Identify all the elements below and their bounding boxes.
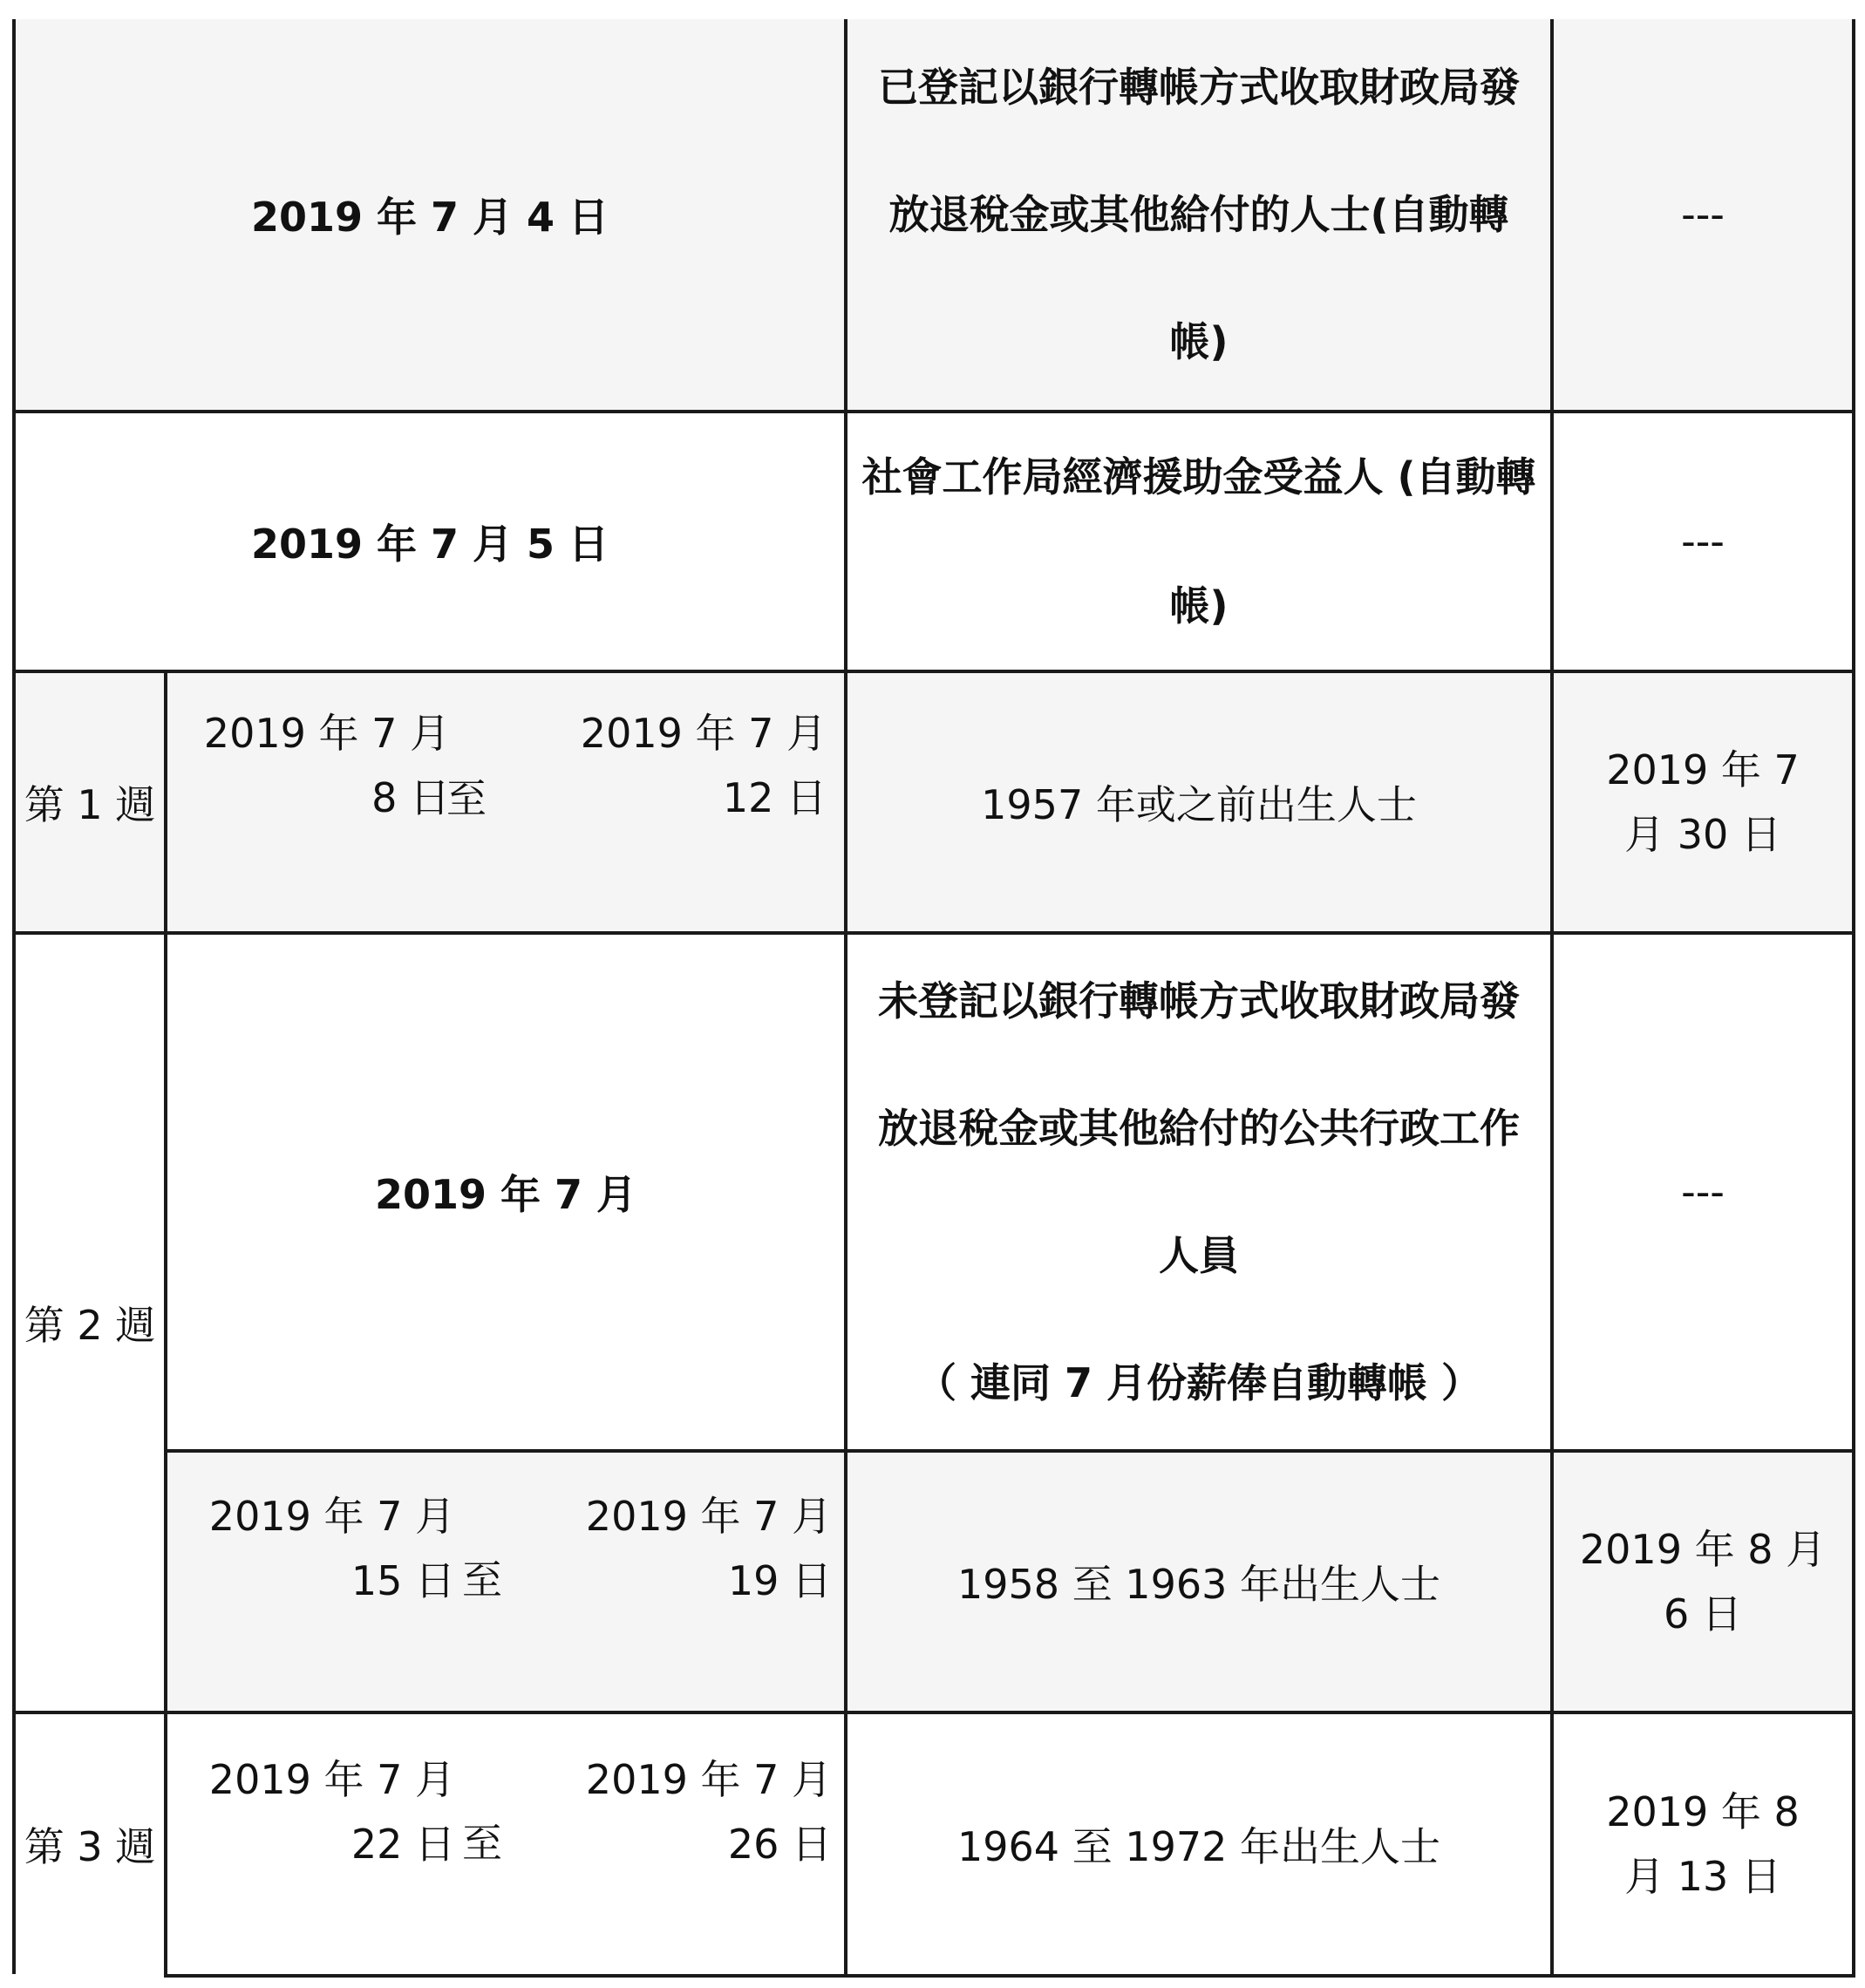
row1-date-cell [16,19,844,410]
row6-desc: 1964 至 1972 年出生人士 [957,1823,1440,1870]
row4-date-cell [167,935,844,1449]
row3-desc-cell [847,673,1550,931]
row6-deadline-cell [1554,1714,1852,1974]
row6-week-cell [16,1714,164,1974]
row5-deadline: 2019 年 8 月 6 日 [1579,1526,1827,1637]
row3-deadline: 2019 年 7 月 30 日 [1606,746,1800,858]
grid-line [12,19,16,1974]
row3-from: 2019 年 7 月 8 日 [203,710,450,821]
row5-deadline-cell [1554,1453,1852,1711]
row5-to-word: 至 [462,1556,502,1603]
row2-deadline: --- [1681,518,1725,565]
row4-week-cell [16,935,164,1711]
row4-deadline-cell [1554,935,1852,1449]
row3-to-word: 至 [446,775,487,822]
row2-deadline-cell [1554,413,1852,670]
grid-line [12,931,1855,935]
row3-to: 2019 年 7 月 12 日 [580,710,827,821]
grid-line [164,1449,1855,1453]
row6-range-cell [167,1714,844,1974]
row5-desc-cell [847,1453,1550,1711]
grid-line [1550,19,1554,1976]
row2-date: 2019 年 7 月 5 日 [250,521,609,568]
row5-range-cell [167,1453,844,1711]
grid-line [844,19,847,1976]
row2-desc-cell [847,413,1550,670]
row5-desc: 1958 至 1963 年出生人士 [957,1561,1440,1608]
row3-deadline-cell [1554,673,1852,931]
row6-to: 2019 年 7 月 26 日 [585,1756,832,1868]
row3-range-cell [167,673,844,931]
row2-desc: 社會工作局經濟援助金受益人 (自動轉帳) [861,453,1536,630]
row3-desc: 1957 年或之前出生人士 [981,781,1417,828]
row4-note: （ 連同 7 月份薪俸自動轉帳 ） [915,1359,1482,1406]
row1-date: 2019 年 7 月 4 日 [250,194,609,241]
row6-week: 第 3 週 [24,1823,156,1870]
row4-deadline: --- [1681,1168,1725,1215]
grid-line [164,1974,1855,1978]
grid-line [12,1711,1855,1714]
row2-date-cell [16,413,844,670]
row5-from: 2019 年 7 月 15 日 [208,1493,455,1604]
grid-line [1852,19,1855,1976]
row6-deadline: 2019 年 8 月 13 日 [1606,1788,1800,1900]
grid-line [12,670,1855,673]
row4-week: 第 2 週 [24,1302,156,1349]
row3-week: 第 1 週 [24,781,156,828]
row4-desc: 未登記以銀行轉帳方式收取財政局發放退稅金或其他給付的公共行政工作人員 [878,977,1520,1279]
row6-from: 2019 年 7 月 22 日 [208,1756,455,1868]
row3-week-cell [16,673,164,931]
row4-desc-cell [847,935,1550,1449]
row6-desc-cell [847,1714,1550,1974]
grid-line [12,410,1855,413]
row1-deadline-cell [1554,19,1852,410]
row1-desc-cell [847,19,1550,410]
row5-to: 2019 年 7 月 19 日 [585,1493,832,1604]
row4-date: 2019 年 7 月 [374,1171,637,1218]
grid-line [164,671,167,1976]
row6-to-word: 至 [462,1820,502,1867]
row1-desc: 已登記以銀行轉帳方式收取財政局發放退稅金或其他給付的人士(自動轉帳) [878,64,1520,365]
row1-deadline: --- [1681,191,1725,238]
